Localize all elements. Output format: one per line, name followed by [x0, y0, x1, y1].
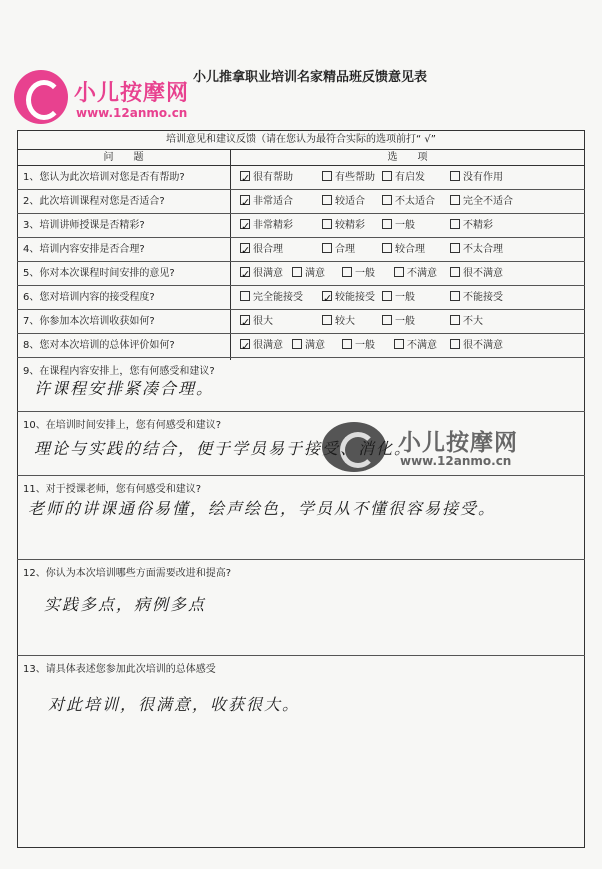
logo-mark-icon	[14, 70, 68, 124]
checkbox-icon[interactable]	[450, 243, 460, 253]
option[interactable]	[382, 310, 415, 334]
comment-question: 10、在培训时间安排上，您有何感受和建议?	[23, 420, 222, 431]
column-header-options: 选 项	[230, 150, 585, 166]
option-label: 较适合	[335, 196, 365, 207]
option-label: 有些帮助	[335, 172, 375, 183]
form-header: 培训意见和建议反馈（请在您认为最符合实际的选项前打“ √”	[17, 130, 585, 150]
checkbox-icon[interactable]	[394, 267, 404, 277]
option[interactable]	[322, 166, 375, 190]
handwritten-answer: 许课程安排紧凑合理。	[34, 379, 215, 398]
question-row	[17, 310, 585, 334]
question-row	[17, 190, 585, 214]
comment-section	[17, 656, 585, 848]
checkbox-icon[interactable]	[450, 171, 460, 181]
question-text: 5、你对本次课程时间安排的意见?	[23, 268, 175, 279]
option[interactable]	[382, 238, 425, 262]
logo-url: www.12anmo.cn	[76, 106, 188, 120]
question-text: 1、您认为此次培训对您是否有帮助?	[23, 172, 185, 183]
question-text: 2、此次培训课程对您是否适合?	[23, 196, 165, 207]
option-label: 一般	[355, 268, 375, 279]
checked-checkbox-icon[interactable]	[322, 291, 332, 301]
option[interactable]	[382, 190, 435, 214]
option[interactable]	[322, 214, 365, 238]
comment-question: 9、在课程内容安排上，您有何感受和建议?	[23, 366, 215, 377]
option-label: 很不满意	[463, 340, 503, 351]
question-row	[17, 262, 585, 286]
option-label: 很满意	[253, 268, 283, 279]
option[interactable]	[450, 214, 493, 238]
option[interactable]	[342, 334, 375, 358]
option-label: 很大	[253, 316, 273, 327]
checkbox-icon[interactable]	[322, 243, 332, 253]
option[interactable]	[240, 334, 283, 358]
question-text: 8、您对本次培训的总体评价如何?	[23, 340, 175, 351]
option-label: 很合理	[253, 244, 283, 255]
question-text: 6、您对培训内容的接受程度?	[23, 292, 155, 303]
question-text: 3、培训讲师授课是否精彩?	[23, 220, 145, 231]
option-label: 有启发	[395, 172, 425, 183]
option[interactable]	[450, 286, 503, 310]
question-text: 7、你参加本次培训收获如何?	[23, 316, 155, 327]
checked-checkbox-icon[interactable]	[240, 243, 250, 253]
option[interactable]	[322, 286, 375, 310]
checkbox-icon[interactable]	[322, 315, 332, 325]
form-title: 小儿推拿职业培训名家精品班反馈意见表	[192, 70, 427, 85]
question-row	[17, 286, 585, 310]
question-row	[17, 166, 585, 190]
checkbox-icon[interactable]	[342, 267, 352, 277]
option[interactable]	[240, 166, 293, 190]
checkbox-icon[interactable]	[382, 291, 392, 301]
option-label: 不满意	[407, 340, 437, 351]
checkbox-icon[interactable]	[450, 339, 460, 349]
option-label: 一般	[395, 220, 415, 231]
option[interactable]	[450, 238, 503, 262]
watermark-url: www.12anmo.cn	[400, 454, 512, 468]
checkbox-icon[interactable]	[322, 171, 332, 181]
option-label: 不精彩	[463, 220, 493, 231]
option-label: 不太适合	[395, 196, 435, 207]
option[interactable]	[292, 262, 325, 286]
option[interactable]	[322, 310, 355, 334]
checkbox-icon[interactable]	[450, 195, 460, 205]
checkbox-icon[interactable]	[382, 315, 392, 325]
option[interactable]	[382, 286, 415, 310]
option-label: 一般	[355, 340, 375, 351]
option-label: 较精彩	[335, 220, 365, 231]
option-label: 非常适合	[253, 196, 293, 207]
checkbox-icon[interactable]	[240, 291, 250, 301]
option[interactable]	[240, 310, 273, 334]
option-label: 较大	[335, 316, 355, 327]
option[interactable]	[240, 286, 303, 310]
option[interactable]	[342, 262, 375, 286]
checkbox-icon[interactable]	[322, 195, 332, 205]
option[interactable]	[450, 166, 503, 190]
option-label: 满意	[305, 340, 325, 351]
option-label: 不太合理	[463, 244, 503, 255]
option-label: 较能接受	[335, 292, 375, 303]
column-header-question: 问 题	[17, 150, 230, 166]
checked-checkbox-icon[interactable]	[240, 195, 250, 205]
checked-checkbox-icon[interactable]	[240, 219, 250, 229]
option-label: 不满意	[407, 268, 437, 279]
checkbox-icon[interactable]	[382, 243, 392, 253]
site-logo	[12, 68, 190, 132]
option[interactable]	[450, 334, 503, 358]
handwritten-answer: 老师的讲课通俗易懂，绘声绘色，学员从不懂很容易接受。	[28, 499, 497, 518]
option[interactable]	[382, 166, 425, 190]
option[interactable]	[450, 190, 513, 214]
option-label: 没有作用	[463, 172, 503, 183]
comment-question: 13、请具体表述您参加此次培训的总体感受	[23, 664, 216, 675]
checkbox-icon[interactable]	[450, 219, 460, 229]
checked-checkbox-icon[interactable]	[240, 315, 250, 325]
checkbox-icon[interactable]	[292, 267, 302, 277]
option-label: 一般	[395, 292, 415, 303]
option[interactable]	[322, 238, 355, 262]
checkbox-icon[interactable]	[382, 219, 392, 229]
option-label: 很有帮助	[253, 172, 293, 183]
option-label: 不能接受	[463, 292, 503, 303]
option-label: 很不满意	[463, 268, 503, 279]
checkbox-icon[interactable]	[450, 291, 460, 301]
checked-checkbox-icon[interactable]	[240, 339, 250, 349]
handwritten-answer: 实践多点，病例多点	[44, 595, 207, 614]
checkbox-icon[interactable]	[450, 315, 460, 325]
option-label: 合理	[335, 244, 355, 255]
option-label: 较合理	[395, 244, 425, 255]
option[interactable]	[240, 190, 293, 214]
comment-question: 12、你认为本次培训哪些方面需要改进和提高?	[23, 568, 232, 579]
option[interactable]	[322, 190, 365, 214]
option-label: 满意	[305, 268, 325, 279]
option-label: 完全能接受	[253, 292, 303, 303]
option-label: 不大	[463, 316, 483, 327]
handwritten-answer: 对此培训，很满意，收获很大。	[48, 695, 301, 714]
question-row	[17, 214, 585, 238]
option[interactable]	[450, 262, 503, 286]
option[interactable]	[382, 214, 415, 238]
option-label: 很满意	[253, 340, 283, 351]
option-label: 一般	[395, 316, 415, 327]
option[interactable]	[394, 262, 437, 286]
checked-checkbox-icon[interactable]	[240, 171, 250, 181]
option-label: 非常精彩	[253, 220, 293, 231]
checkbox-icon[interactable]	[342, 339, 352, 349]
comment-question: 11、对于授课老师，您有何感受和建议?	[23, 484, 202, 495]
checked-checkbox-icon[interactable]	[240, 267, 250, 277]
checkbox-icon[interactable]	[450, 267, 460, 277]
option[interactable]	[394, 334, 437, 358]
checkbox-icon[interactable]	[292, 339, 302, 349]
option[interactable]	[292, 334, 325, 358]
checkbox-icon[interactable]	[322, 219, 332, 229]
question-row	[17, 238, 585, 262]
checkbox-icon[interactable]	[394, 339, 404, 349]
option[interactable]	[240, 262, 283, 286]
question-text: 4、培训内容安排是否合理?	[23, 244, 145, 255]
option[interactable]	[450, 310, 483, 334]
option[interactable]	[240, 214, 293, 238]
checkbox-icon[interactable]	[382, 171, 392, 181]
checkbox-icon[interactable]	[382, 195, 392, 205]
handwritten-answer: 理论与实践的结合，便于学员易于接受、消化。	[34, 439, 413, 458]
option[interactable]	[240, 238, 283, 262]
logo-text: 小儿按摩网	[74, 81, 190, 106]
question-row	[17, 334, 585, 358]
option-label: 完全不适合	[463, 196, 513, 207]
watermark-text: 小儿按摩网	[398, 430, 518, 456]
